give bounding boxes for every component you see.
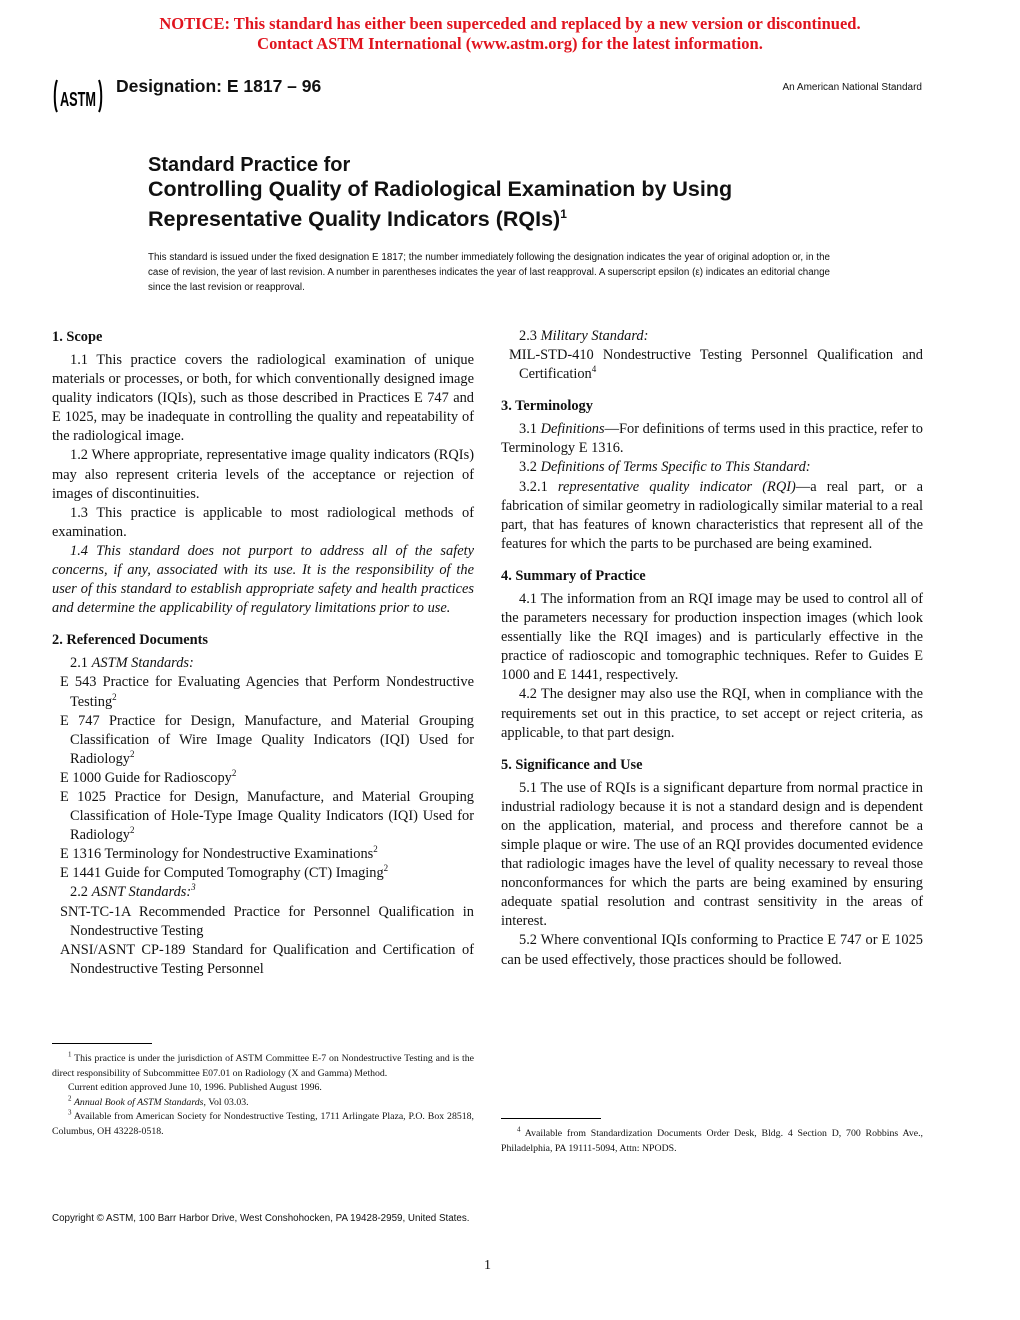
title-footnote-ref: 1 bbox=[560, 207, 567, 221]
national-standard-label: An American National Standard bbox=[782, 82, 922, 93]
para-2-3: 2.3 Military Standard: bbox=[519, 328, 649, 344]
reference-e1316: E 1316 Terminology for Nondestructive Examinations$^2$ bbox=[60, 844, 378, 863]
notice-line-1: NOTICE: This standard has either been superceded and replaced by a new version or discontinued. bbox=[159, 14, 861, 33]
para-3-2-1: 3.2.1 representative quality indicator (RQI)—a real part, or a fabrication of similar geometry in radiologically similar material to a real part, that has features of known characteristics that represent all of the features for which the parts to be purchased are being examined. bbox=[501, 478, 923, 552]
para-3-2: 3.2 Definitions of Terms Specific to This Standard: bbox=[519, 459, 811, 476]
footnote-1b: Current edition approved June 10, 1996. Published August 1996. bbox=[68, 1082, 322, 1094]
notice-banner bbox=[0, 14, 1020, 54]
para-2-1: 2.1 ASTM Standards: bbox=[70, 655, 194, 672]
issuance-note: This standard is issued under the fixed designation E 1817; the number immediately following the designation indicates the year of original adoption or, in the case of revision, the year of last revision. A number in parentheses indicates the year of last reapproval. A superscript epsilon (ε) indicates an editorial change since the last revision or reapproval. bbox=[148, 252, 830, 293]
document-title bbox=[148, 153, 888, 232]
footnote-2: $^2$ Annual Book of ASTM Standards, Vol 03.03. bbox=[68, 1094, 249, 1108]
footnotes-right bbox=[501, 1127, 923, 1156]
para-1-1: 1.1 This practice covers the radiological examination of unique materials or processes, or both, for which conventionally designed image quality indicators (IQIs), such as those described in Practices E 747 and E 1025, may be inadequate in controlling the quality and repeatability of the radiological image. bbox=[52, 352, 474, 445]
section-5-heading: 5. Significance and Use bbox=[501, 756, 643, 773]
section-1-heading: 1. Scope bbox=[52, 329, 103, 345]
footnote-divider-left bbox=[52, 1043, 152, 1044]
para-4-1: 4.1 The information from an RQI image may be used to control all of the parameters necessary for production inspection images (which look essentially like the RQI images) and is particularly effective in the practice of radioscopic and tomographic techniques. Refer to Guides E 1000 and E 1441, respectively. bbox=[501, 590, 923, 684]
reference-e747: E 747 Practice for Design, Manufacture, and Material Grouping Classification of Wire Image Quality Indicators (IQI) Used for Radiology$^2$ bbox=[60, 712, 474, 767]
para-1-2: 1.2 Where appropriate, representative image quality indicators (RQIs) may also represent criteria levels of the acceptance or rejection of images of discontinuities. bbox=[52, 447, 474, 502]
para-5-2: 5.2 Where conventional IQIs conforming to Practice E 747 or E 1025 can be used effectively, those practices should be followed. bbox=[501, 932, 923, 968]
reference-e1441: E 1441 Guide for Computed Tomography (CT) Imaging$^2$ bbox=[60, 863, 389, 882]
footnote-divider-right bbox=[501, 1118, 601, 1119]
footnote-3: $^3$ Available from American Society for Nondestructive Testing, 1711 Arlingate Plaza, P.O. Box 28518, Columbus, OH 43228-0518. bbox=[52, 1109, 474, 1137]
para-5-1: 5.1 The use of RQIs is a significant departure from normal practice in industrial radiology because it is not a standard design and is dependent on the application, material, and process and therefore cannot be a simple plaque or wire. The use of an RQI provides documented evidence that radiologic images have the level of quality necessary to reveal those nonconformances for which the parts are being examined by ensuring adequate spatial resolution and contrast sensitivity in the areas of interest. bbox=[501, 779, 923, 930]
reference-snt-tc-1a: SNT-TC-1A Recommended Practice for Personnel Qualification in Nondestructive Testing bbox=[60, 903, 474, 939]
right-column bbox=[501, 327, 923, 970]
para-3-1: 3.1 Definitions—For definitions of terms used in this practice, refer to Terminology E 1316. bbox=[501, 421, 923, 457]
section-4-heading: 4. Summary of Practice bbox=[501, 567, 646, 584]
section-3-heading: 3. Terminology bbox=[501, 398, 593, 415]
astm-logo bbox=[53, 76, 103, 116]
footnotes-left bbox=[52, 1052, 474, 1140]
reference-cp-189: ANSI/ASNT CP-189 Standard for Qualification and Certification of Nondestructive Testing Personnel bbox=[60, 941, 474, 977]
designation: Designation: E 1817 – 96 bbox=[116, 76, 322, 96]
footnote-4: $^4$ Available from Standardization Documents Order Desk, Bldg. 4 Section D, 700 Robbins Ave., Philadelphia, PA 19111-5094, Attn: NPODS. bbox=[501, 1125, 923, 1154]
notice-line-2: Contact ASTM International (www.astm.org) for the latest information. bbox=[257, 34, 763, 53]
page-number: 1 bbox=[484, 1258, 491, 1273]
logo-text: ASTM bbox=[60, 89, 96, 111]
footnote-1: $^1$ This practice is under the jurisdiction of ASTM Committee E-7 on Nondestructive Testing and is the direct responsibility of Subcommittee E07.01 on Radiology (X and Gamma) Method. bbox=[52, 1050, 474, 1079]
para-2-2: 2.2 ASNT Standards:$^3$ bbox=[70, 882, 196, 901]
title-line-3: Representative Quality Indicators (RQIs)$^1$ bbox=[148, 207, 567, 232]
copyright-line: Copyright © ASTM, 100 Barr Harbor Drive, West Conshohocken, PA 19428-2959, United States. bbox=[52, 1213, 470, 1224]
para-1-3: 1.3 This practice is applicable to most radiological methods of examination. bbox=[52, 504, 474, 540]
para-1-4: 1.4 This standard does not purport to address all of the safety concerns, if any, associated with its use. It is the responsibility of the user of this standard to establish appropriate safety and health practices and determine the applicability of regulatory limitations prior to use. bbox=[52, 542, 474, 617]
title-line-1: Standard Practice for bbox=[148, 154, 351, 176]
para-4-2: 4.2 The designer may also use the RQI, when in compliance with the requirements set out in this practice, to set accept or reject criteria, as applicable, to that part design. bbox=[501, 686, 923, 741]
reference-mil-std-410: MIL-STD-410 Nondestructive Testing Personnel Qualification and Certification$^4$ bbox=[509, 347, 923, 383]
section-2-heading: 2. Referenced Documents bbox=[52, 632, 208, 649]
left-column bbox=[52, 327, 474, 979]
reference-e543: E 543 Practice for Evaluating Agencies that Perform Nondestructive Testing$^2$ bbox=[60, 674, 474, 710]
title-line-2: Controlling Quality of Radiological Examination by Using bbox=[148, 177, 733, 201]
reference-e1000: E 1000 Guide for Radioscopy$^2$ bbox=[60, 768, 237, 786]
reference-e1025: E 1025 Practice for Design, Manufacture, and Material Grouping Classification of Hole-Type Image Quality Indicators (IQI) Used for Radiology$^2$ bbox=[60, 788, 474, 844]
